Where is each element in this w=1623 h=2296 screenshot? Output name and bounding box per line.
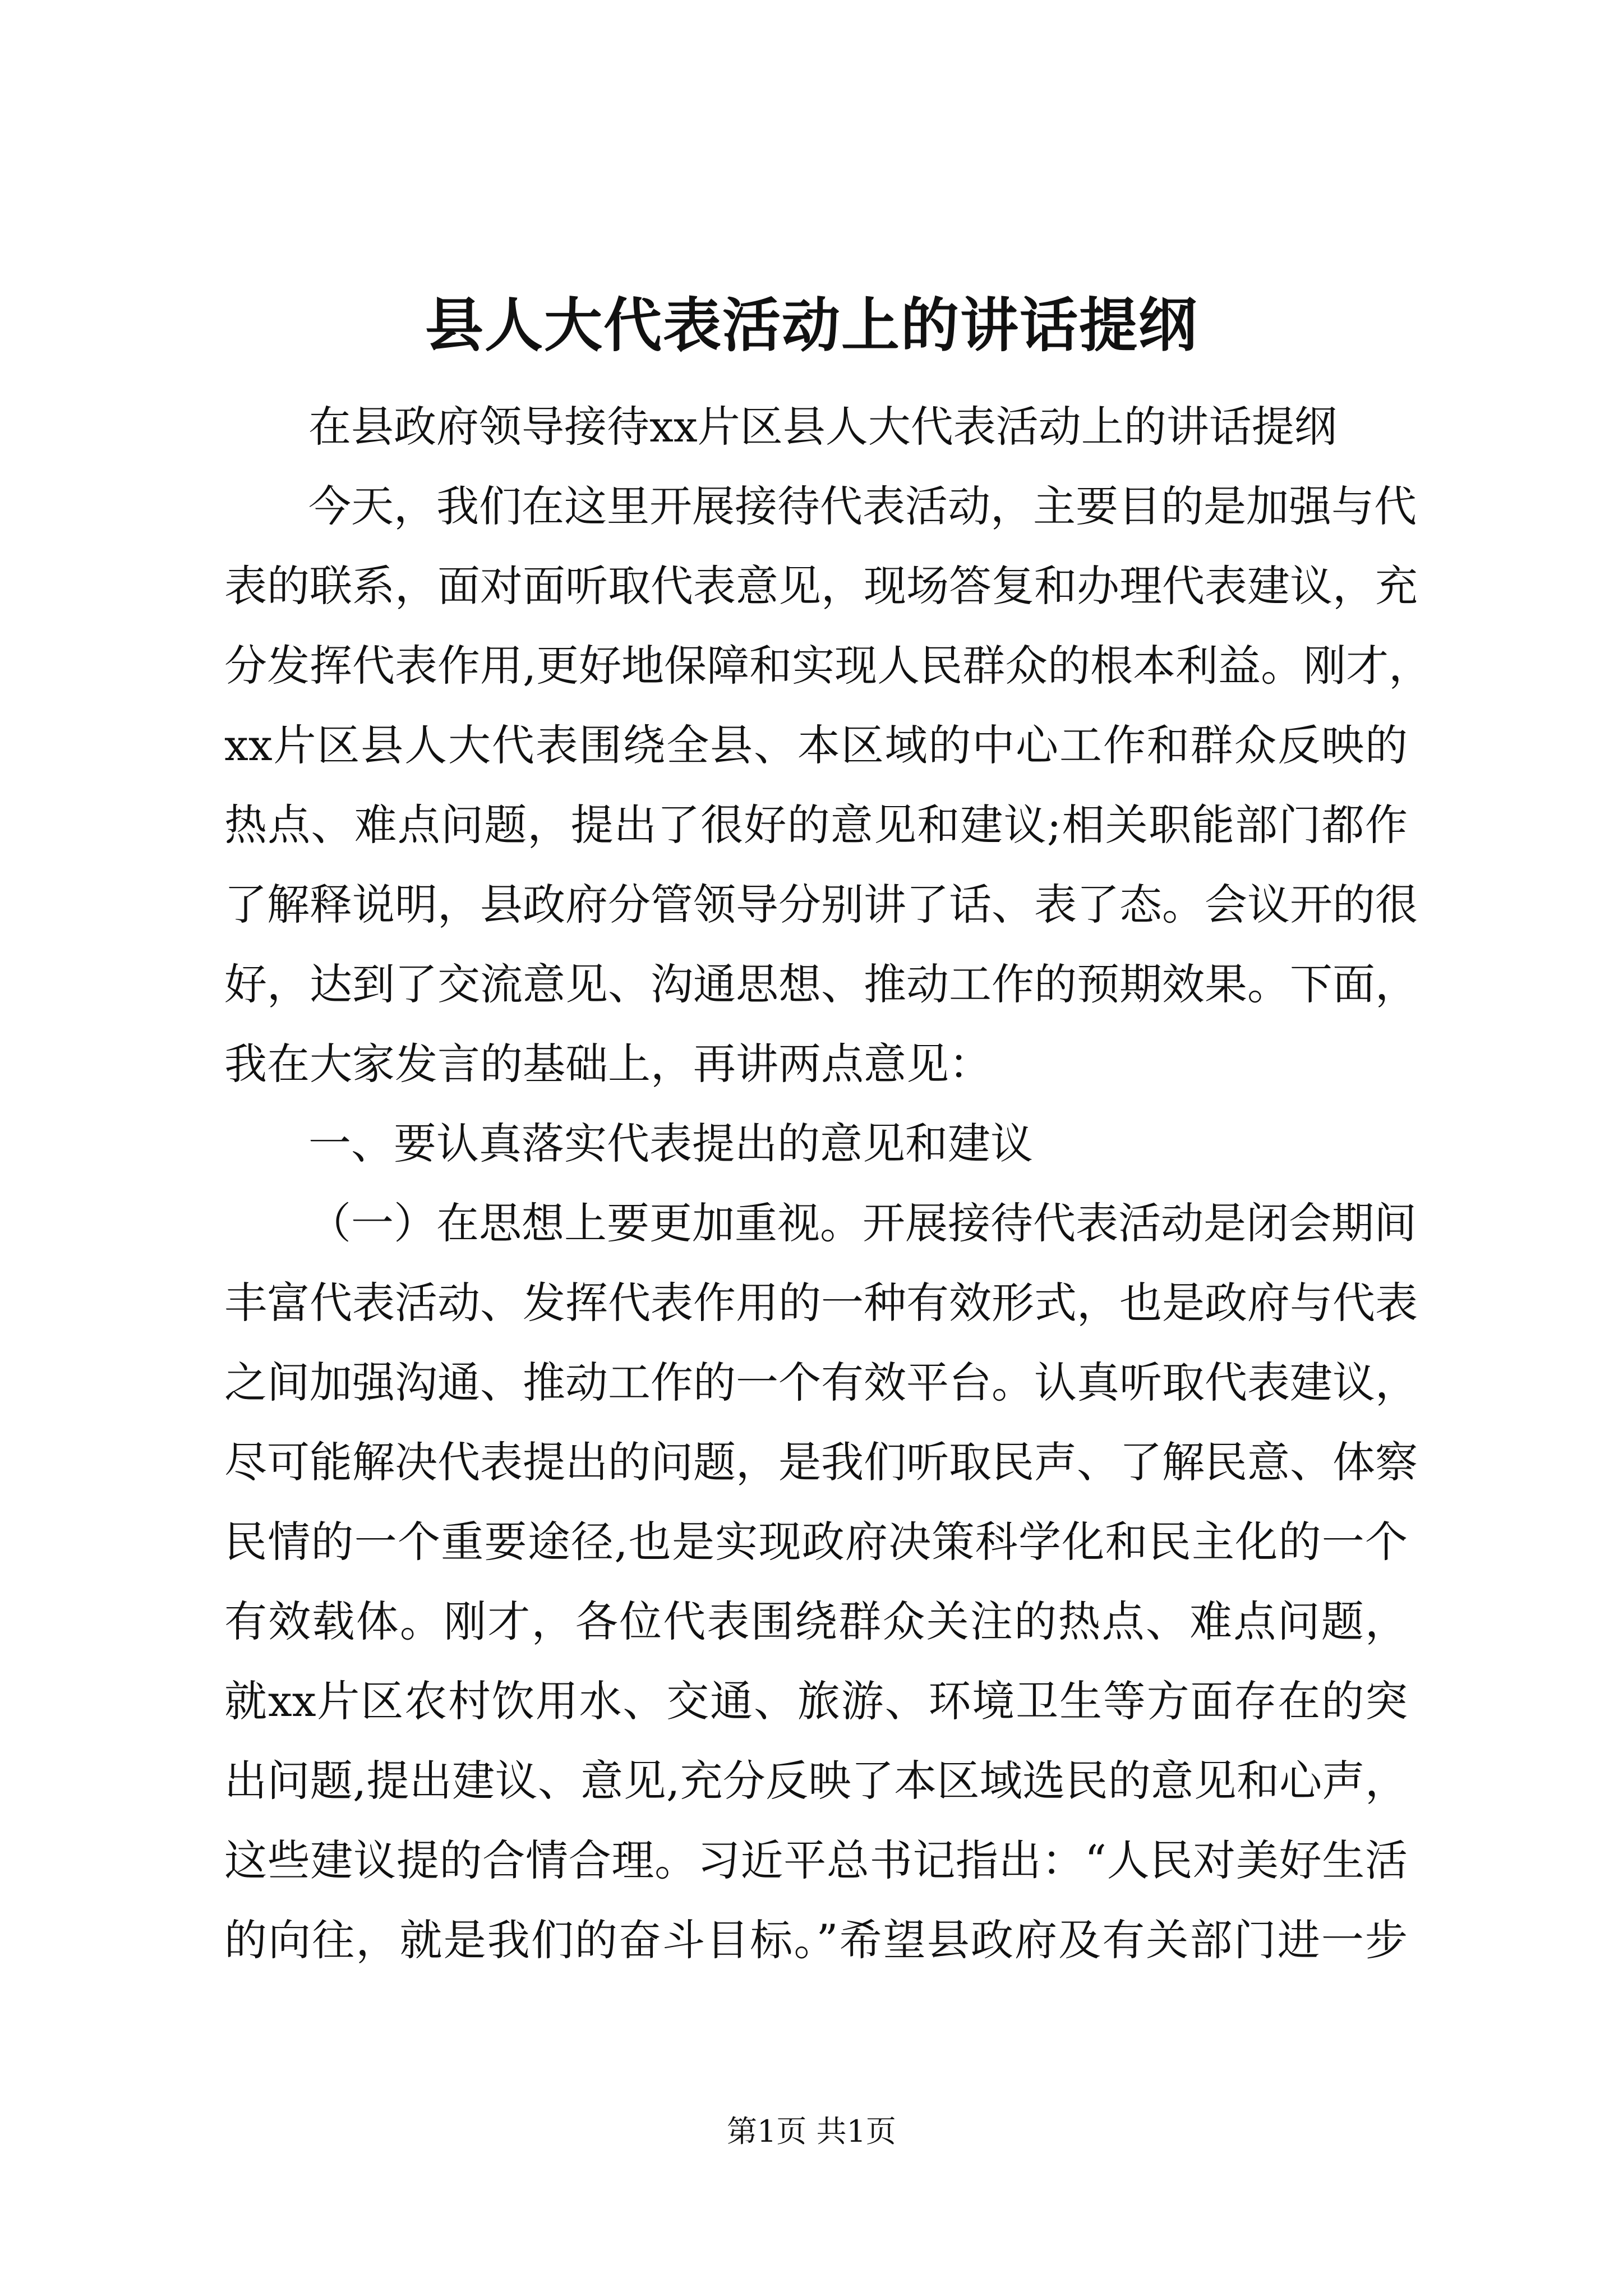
paragraph-line: 有效载体。刚才，各位代表围绕群众关注的热点、难点问题， [224, 1596, 1408, 1646]
paragraph-line: 热点、难点问题，提出了很好的意见和建议;相关职能部门都作 [224, 800, 1408, 850]
paragraph-line: 我在大家发言的基础上，再讲两点意见： [224, 1039, 992, 1089]
paragraph-line: 好，达到了交流意见、沟通思想、推动工作的预期效果。下面， [224, 959, 1418, 1009]
paragraph-line: 表的联系，面对面听取代表意见，现场答复和办理代表建议，充 [224, 561, 1418, 611]
paragraph-line: 丰富代表活动、发挥代表作用的一种有效形式，也是政府与代表 [224, 1278, 1418, 1328]
page-number-footer: 第1页 共1页 [727, 2114, 896, 2149]
section-heading: 一、要认真落实代表提出的意见和建议 [308, 1119, 1033, 1168]
paragraph-line: 分发挥代表作用,更好地保障和实现人民群众的根本利益。刚才， [224, 641, 1432, 691]
paragraph-line: （一）在思想上要更加重视。开展接待代表活动是闭会期间 [308, 1198, 1417, 1248]
paragraph-line: 尽可能解决代表提出的问题，是我们听取民声、了解民意、体察 [224, 1437, 1418, 1487]
subtitle-line: 在县政府领导接待xx片区县人大代表活动上的讲话提纲 [308, 402, 1337, 452]
paragraph-line: 民情的一个重要途径,也是实现政府决策科学化和民主化的一个 [224, 1517, 1408, 1567]
paragraph-line: 这些建议提的合情合理。习近平总书记指出：“人民对美好生活 [224, 1835, 1408, 1885]
paragraph-line: 的向往，就是我们的奋斗目标。”希望县政府及有关部门进一步 [224, 1915, 1408, 1965]
document-title: 县人大代表活动上的讲话提纲 [425, 291, 1198, 360]
paragraph-line: 了解释说明，县政府分管领导分别讲了话、表了态。会议开的很 [224, 880, 1418, 930]
paragraph-line: 就xx片区农村饮用水、交通、旅游、环境卫生等方面存在的突 [224, 1676, 1408, 1726]
paragraph-line: xx片区县人大代表围绕全县、本区域的中心工作和群众反映的 [224, 720, 1408, 770]
paragraph-line: 之间加强沟通、推动工作的一个有效平台。认真听取代表建议， [224, 1358, 1418, 1407]
paragraph-line: 今天，我们在这里开展接待代表活动，主要目的是加强与代 [308, 481, 1417, 531]
paragraph-line: 出问题,提出建议、意见,充分反映了本区域选民的意见和心声， [224, 1756, 1408, 1806]
